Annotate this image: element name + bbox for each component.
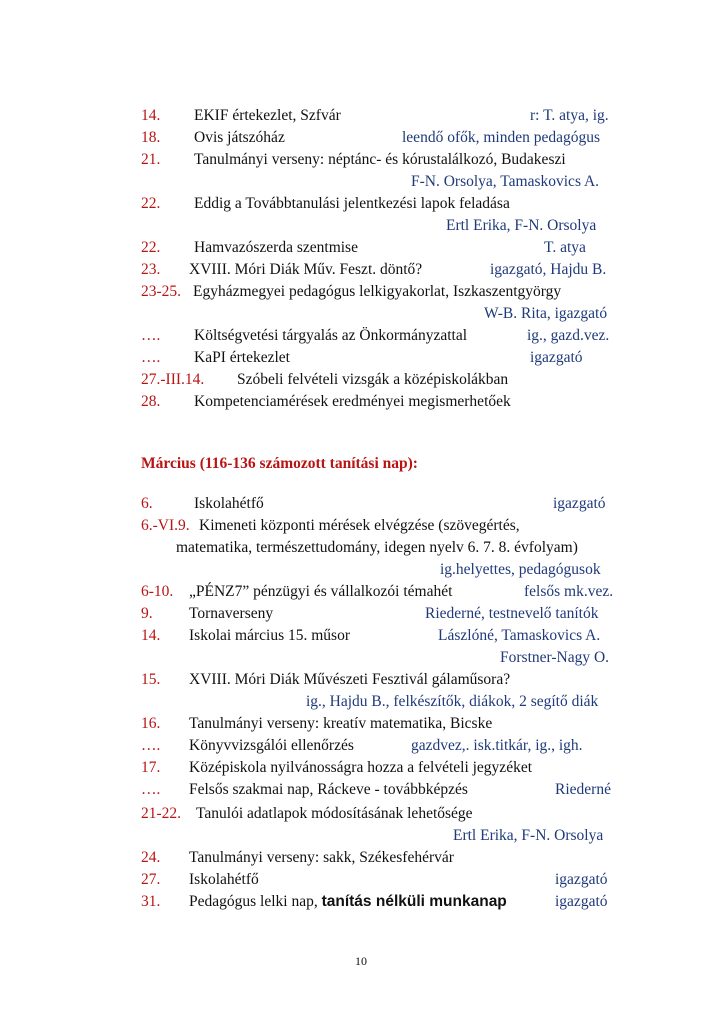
entry-text: Tornaverseny: [189, 605, 274, 622]
entry-responsible: F-N. Orsolya, Tamaskovics A.: [411, 173, 600, 190]
entry-date: 16.: [141, 715, 161, 732]
entry-responsible: leendő ofők, minden pedagógus: [402, 129, 601, 146]
entry-text-continued: matematika, természettudomány, idegen nyelv 6. 7. 8. évfolyam): [176, 539, 578, 556]
entry-text: Hamvazószerda szentmise: [194, 239, 358, 256]
section-heading-march: Március (116-136 számozott tanítási nap):: [141, 455, 418, 472]
entry-text-plain: Pedagógus lelki nap,: [189, 893, 318, 910]
entry-date: 6-10.: [141, 583, 174, 600]
entry-date: 9.: [141, 605, 153, 622]
entry-text: Felsős szakmai nap, Ráckeve - továbbképzés: [189, 781, 468, 798]
entry-text: Egyházmegyei pedagógus lelkigyakorlat, Iszkaszentgyörgy: [193, 283, 562, 300]
entry-responsible: Ertl Erika, F-N. Orsolya: [453, 827, 604, 844]
entry-text: Ovis játszóház: [194, 129, 285, 146]
entry-text: Tanulmányi verseny: kreatív matematika, Bicske: [189, 715, 493, 732]
entry-text-bold: tanítás nélküli munkanap: [321, 893, 507, 910]
entry-date: 22.: [141, 195, 161, 212]
entry-text: EKIF értekezlet, Szfvár: [194, 107, 341, 124]
entry-responsible: igazgató: [530, 349, 583, 366]
entry-text: XVIII. Móri Diák Művészeti Fesztivál gálaműsora?: [189, 671, 511, 688]
entry-date: 6.: [141, 495, 153, 512]
entry-text: Kompetenciamérések eredményei megismerhetőek: [194, 393, 511, 410]
entry-responsible: T. atya: [544, 239, 586, 256]
entry-responsible: felsős mk.vez.: [524, 583, 614, 600]
entry-date: 24.: [141, 849, 161, 866]
page-number: 10: [355, 954, 367, 968]
entry-responsible: igazgató: [555, 871, 608, 888]
entry-responsible: Riederné: [555, 781, 611, 798]
entry-date: 14.: [141, 107, 161, 124]
entry-responsible: igazgató, Hajdu B.: [490, 261, 607, 278]
entry-text: Iskolahétfő: [189, 871, 259, 888]
entry-text: Tanulói adatlapok módosításának lehetősége: [196, 805, 473, 822]
entry-text: Könyvvizsgálói ellenőrzés: [189, 737, 354, 754]
entry-responsible: ig.helyettes, pedagógusok: [440, 561, 601, 578]
entry-date: 6.-VI.9.: [141, 517, 190, 534]
entry-text: Tanulmányi verseny: néptánc- és kórustalálkozó, Budakeszi: [194, 151, 566, 168]
entry-responsible: Riederné, testnevelő tanítók: [425, 605, 599, 622]
entry-responsible-continued: Forstner-Nagy O.: [500, 649, 610, 666]
entry-date: 23.: [141, 261, 161, 278]
entry-date: 27.: [141, 871, 161, 888]
entry-date: 23-25.: [141, 283, 182, 300]
entry-responsible: ig., Hajdu B., felkészítők, diákok, 2 segítő diák: [306, 693, 599, 710]
entry-text: Tanulmányi verseny: sakk, Székesfehérvár: [189, 849, 454, 866]
entry-date: 15.: [141, 671, 161, 688]
entry-date: 22.: [141, 239, 161, 256]
entry-date: 28.: [141, 393, 161, 410]
entry-responsible: ig., gazd.vez.: [527, 327, 610, 344]
entry-responsible: igazgató: [555, 893, 608, 910]
entry-text: „PÉNZ7” pénzügyi és vállalkozói témahét: [189, 583, 453, 600]
entry-text: XVIII. Móri Diák Műv. Feszt. döntő?: [189, 261, 423, 278]
entry-text: Költségvetési tárgyalás az Önkormányzattal: [194, 327, 468, 344]
entry-responsible: W-B. Rita, igazgató: [484, 305, 608, 322]
entry-date: 27.-III.14.: [141, 371, 205, 388]
entry-date: ….: [141, 737, 161, 754]
entry-date: 17.: [141, 759, 161, 776]
entry-text: [189, 892, 507, 912]
entry-responsible: r: T. atya, ig.: [530, 107, 609, 124]
entry-responsible: igazgató: [553, 495, 606, 512]
entry-responsible: Lászlóné, Tamaskovics A.: [438, 627, 601, 644]
entry-date: ….: [141, 781, 161, 798]
entry-date: 18.: [141, 129, 161, 146]
entry-text: Eddig a Továbbtanulási jelentkezési lapok feladása: [194, 195, 510, 212]
entry-date: ….: [141, 349, 161, 366]
entry-text: Iskolahétfő: [194, 495, 264, 512]
entry-date: ….: [141, 327, 161, 344]
entry-date: 21.: [141, 151, 161, 168]
entry-responsible: Ertl Erika, F-N. Orsolya: [446, 217, 597, 234]
entry-text: Kimeneti központi mérések elvégzése (szövegértés,: [199, 517, 520, 534]
entry-text: KaPI értekezlet: [194, 349, 290, 366]
entry-date: 21-22.: [141, 805, 182, 822]
entry-responsible: gazdvez,. isk.titkár, ig., igh.: [411, 737, 583, 754]
entry-text: Iskolai március 15. műsor: [189, 627, 351, 644]
entry-text: Szóbeli felvételi vizsgák a középiskolákban: [237, 371, 509, 388]
entry-date: 31.: [141, 893, 161, 910]
entry-text: Középiskola nyilvánosságra hozza a felvételi jegyzéket: [189, 759, 533, 776]
entry-date: 14.: [141, 627, 161, 644]
